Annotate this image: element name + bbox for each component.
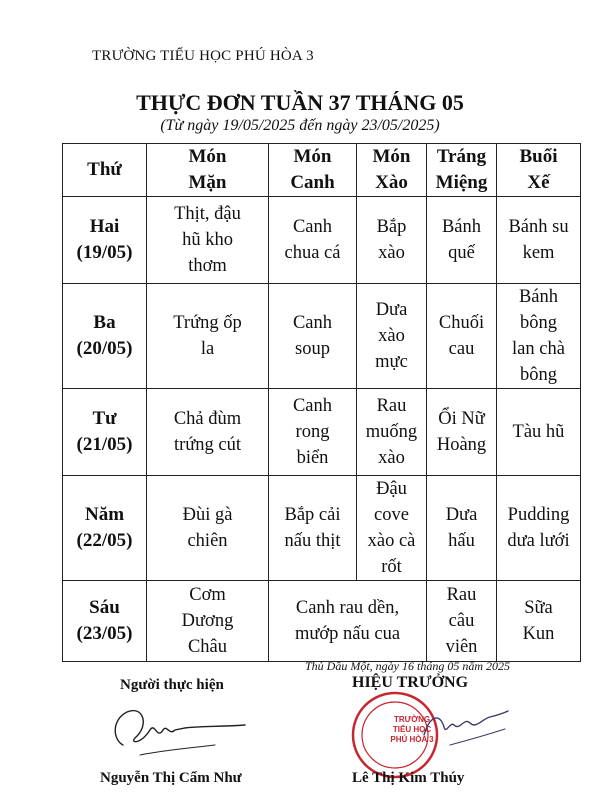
day-cell: Ba (20/05) xyxy=(63,284,147,389)
column-header-soup: Món Canh xyxy=(269,144,357,197)
main-dish-cell: Đùi gà chiên xyxy=(147,476,269,581)
place-and-date: Thủ Dầu Một, ngày 16 tháng 05 năm 2025 xyxy=(305,659,510,673)
soup-cell: Canh soup xyxy=(269,284,357,389)
snack-cell: Bánh bông lan chà bông xyxy=(497,284,581,389)
principal-label: HIỆU TRƯỞNG xyxy=(352,674,469,691)
snack-cell: Sữa Kun xyxy=(497,581,581,662)
table-row xyxy=(63,197,581,284)
column-header-snack: Buổi Xế xyxy=(497,144,581,197)
main-dish-cell: Chả đùm trứng cút xyxy=(147,389,269,476)
dessert-cell: Ổi Nữ Hoàng xyxy=(427,389,497,476)
preparer-name: Nguyễn Thị Cẩm Như xyxy=(100,770,242,786)
column-header-dessert: Tráng Miệng xyxy=(427,144,497,197)
stir-fry-cell: Bắp xào xyxy=(357,197,427,284)
table-header-row xyxy=(63,144,581,197)
main-dish-cell: Trứng ốp la xyxy=(147,284,269,389)
table-row xyxy=(63,389,581,476)
school-name: TRƯỜNG TIỂU HỌC PHÚ HÒA 3 xyxy=(92,48,314,64)
stir-fry-cell: Rau muống xào xyxy=(357,389,427,476)
column-header-main-dish: Món Mặn xyxy=(147,144,269,197)
principal-name: Lê Thị Kim Thúy xyxy=(352,770,465,786)
weekly-menu-table xyxy=(62,143,581,662)
table-row xyxy=(63,581,581,662)
soup-cell: Canh rong biển xyxy=(269,389,357,476)
preparer-signature xyxy=(105,700,255,760)
day-cell: Hai (19/05) xyxy=(63,197,147,284)
dessert-cell: Rau câu viên xyxy=(427,581,497,662)
preparer-label: Người thực hiện xyxy=(120,677,224,693)
day-cell: Năm (22/05) xyxy=(63,476,147,581)
table-row xyxy=(63,284,581,389)
menu-title: THỰC ĐƠN TUẦN 37 THÁNG 05 xyxy=(136,90,464,115)
dessert-cell: Dưa hấu xyxy=(427,476,497,581)
dessert-cell: Chuối cau xyxy=(427,284,497,389)
column-header-day: Thứ xyxy=(63,144,147,197)
column-header-stir-fry: Món Xào xyxy=(357,144,427,197)
main-dish-cell: Thịt, đậu hũ kho thơm xyxy=(147,197,269,284)
stir-fry-cell: Dưa xào mực xyxy=(357,284,427,389)
snack-cell: Pudding dưa lưới xyxy=(497,476,581,581)
soup-stir-fry-merged-cell: Canh rau dền, mướp nấu cua xyxy=(269,581,427,662)
dessert-cell: Bánh quế xyxy=(427,197,497,284)
soup-cell: Canh chua cá xyxy=(269,197,357,284)
date-range: (Từ ngày 19/05/2025 đến ngày 23/05/2025) xyxy=(160,117,440,134)
stir-fry-cell: Đậu cove xào cà rốt xyxy=(357,476,427,581)
principal-signature xyxy=(420,705,510,750)
table-row xyxy=(63,476,581,581)
main-dish-cell: Cơm Dương Châu xyxy=(147,581,269,662)
day-cell: Sáu (23/05) xyxy=(63,581,147,662)
soup-cell: Bắp cải nấu thịt xyxy=(269,476,357,581)
seal-text: TRƯỜNG TIỂU HỌC PHÚ HÒA 3 xyxy=(390,715,434,744)
snack-cell: Bánh su kem xyxy=(497,197,581,284)
snack-cell: Tàu hũ xyxy=(497,389,581,476)
day-cell: Tư (21/05) xyxy=(63,389,147,476)
